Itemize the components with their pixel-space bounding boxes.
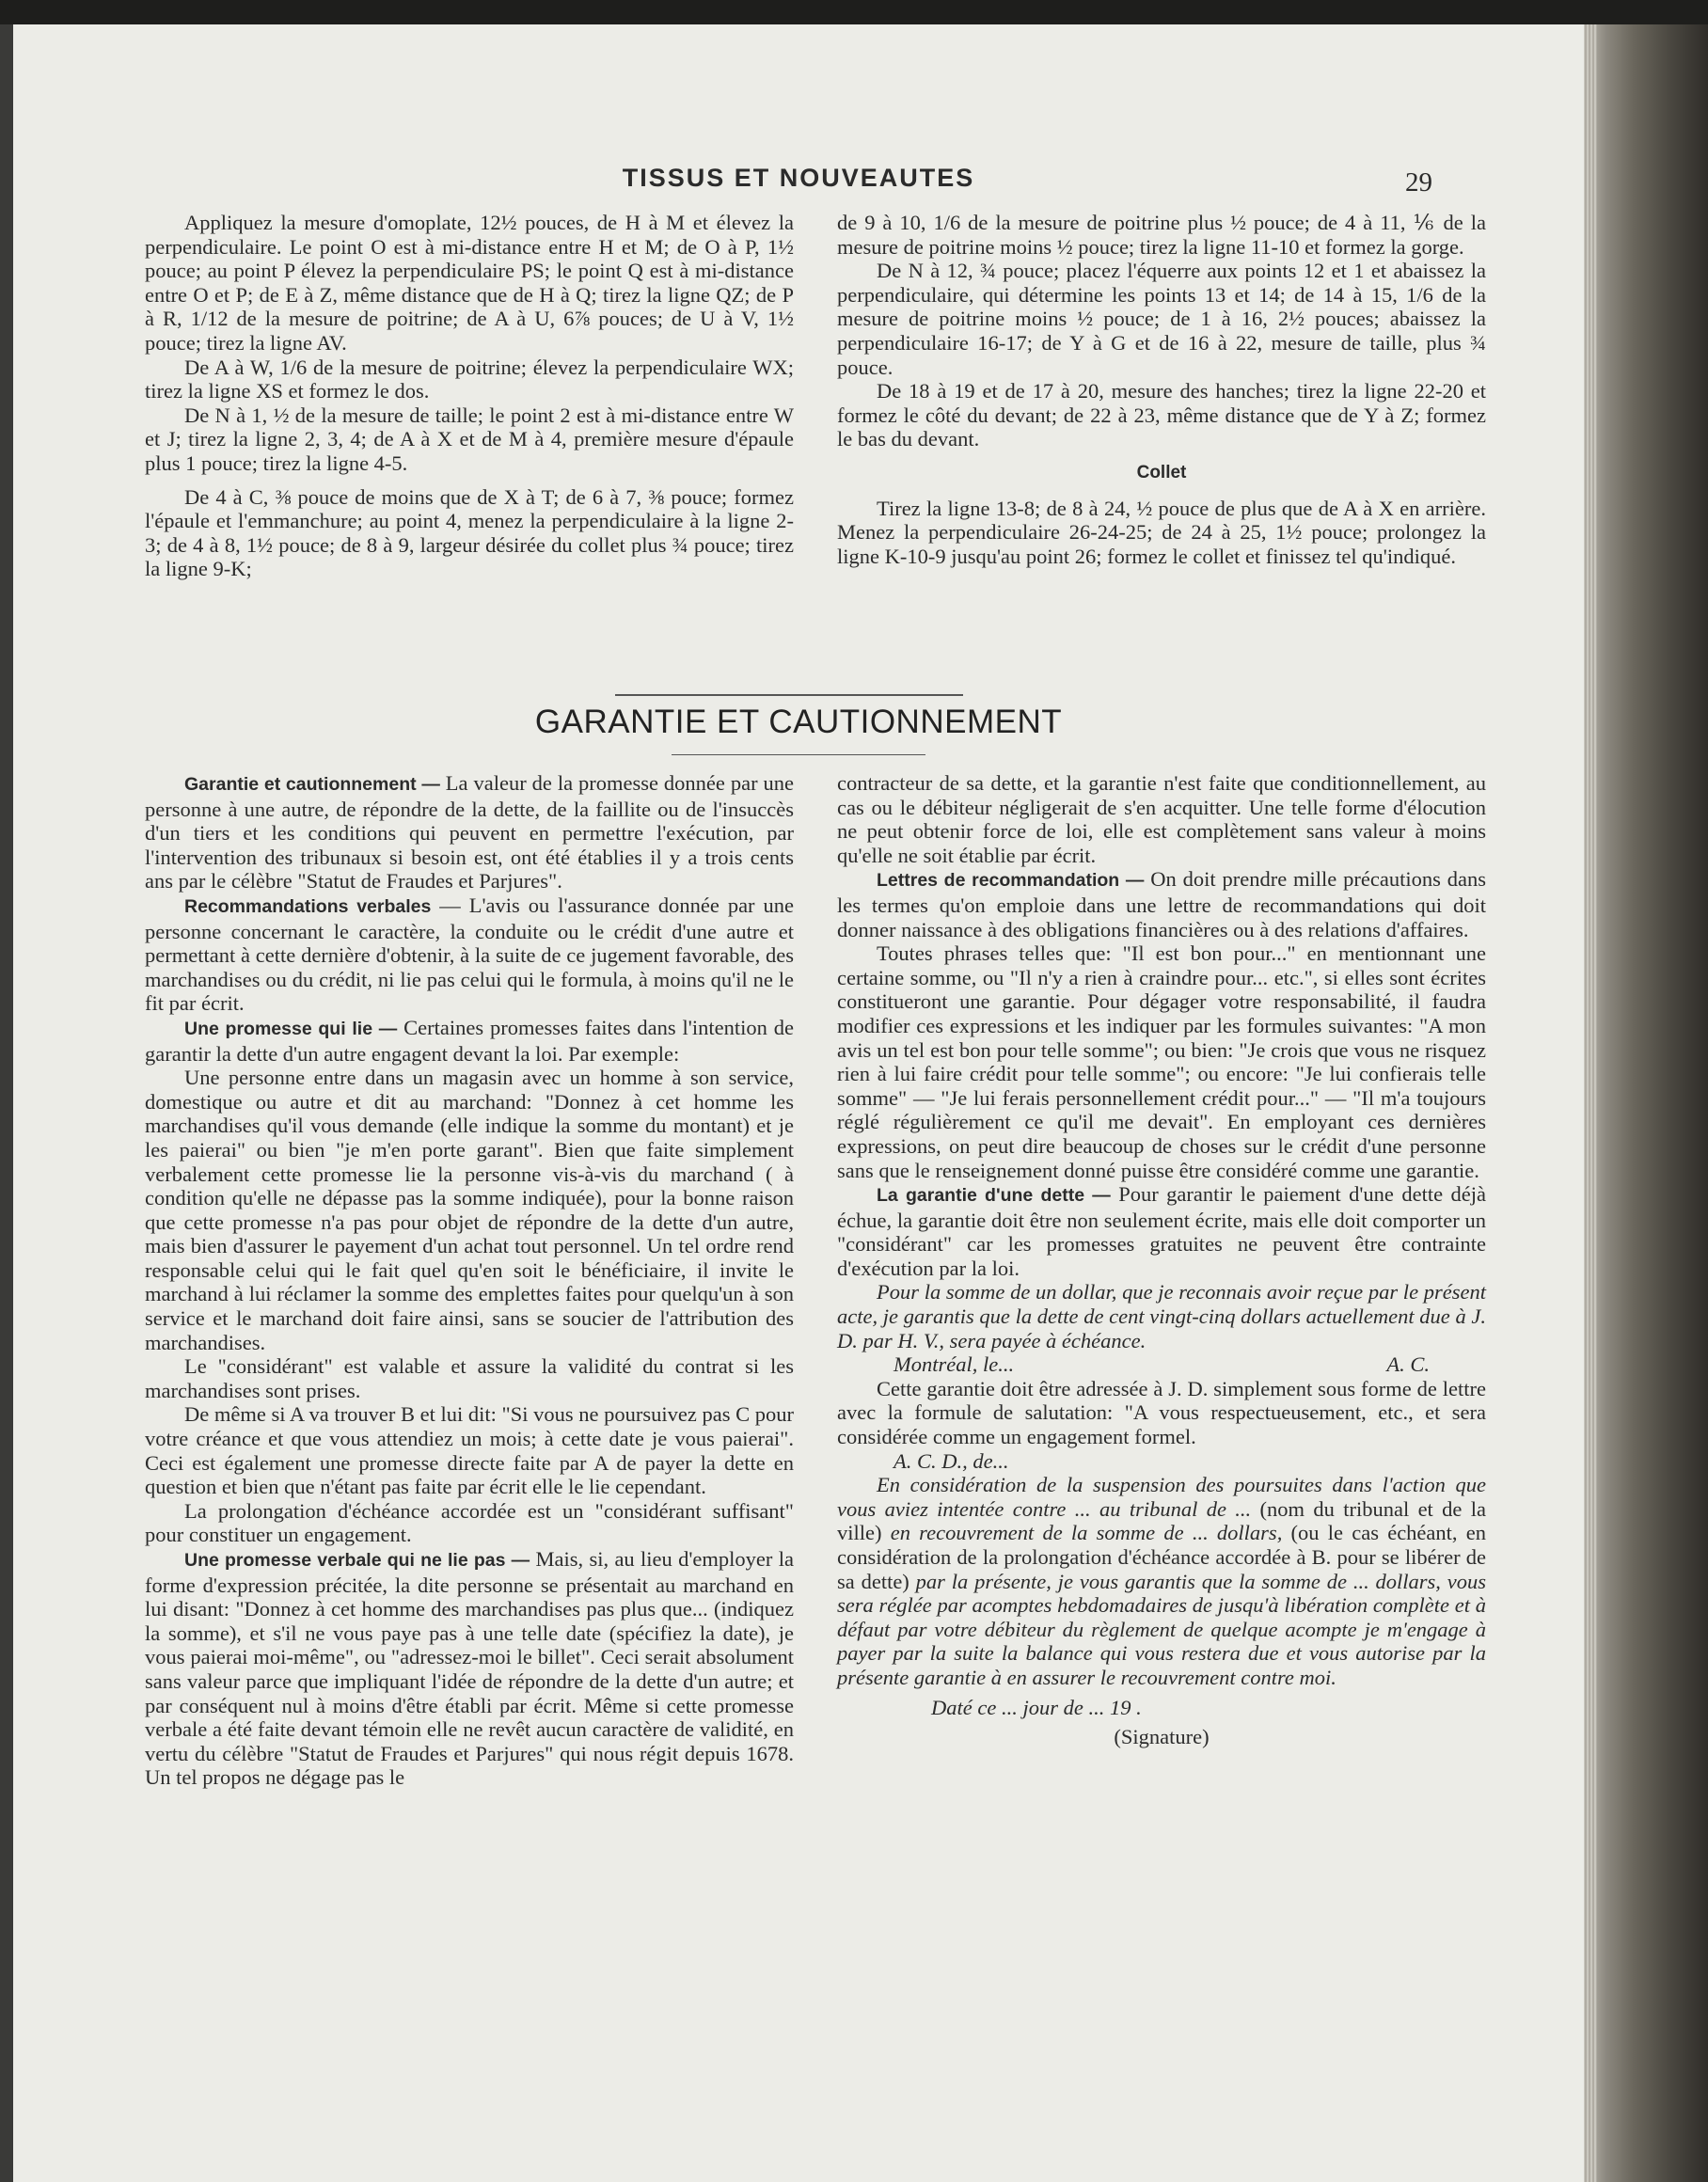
run-in-heading: Une promesse verbale qui ne lie pas —	[184, 1550, 530, 1571]
letter-text: En considération de la suspension des poursuites dans l'action que vous aviez intentée contre ... au tribunal de ...	[837, 1473, 1486, 1521]
paragraph: Cette garantie doit être adressée à J. D. simplement sous forme de lettre avec la formule de salutation: "A vous respectueusement, etc., et sera considérée comme un engagement formel.	[837, 1376, 1486, 1449]
section-title: GARANTIE ET CAUTIONNEMENT	[534, 704, 1063, 740]
top-right-column	[837, 211, 1486, 568]
paragraph: Une personne entre dans un magasin avec un homme à son service, domestique ou autre et dit au marchand: "Donnez à cet homme les marchandises qu'il vous demande (elle indique la somme du montant) et je les paierai" ou bien "je m'en porte garant". Bien que faite simplement verbalement cette promesse lie la personne vis-à-vis du marchand ( à condition qu'elle ne dépasse pas la somme indiquée), pour la bonne raison que cette promesse n'a pas pour objet de répondre de la dette d'un autre, mais bien d'assurer le payement d'un achat tout personnel. Un tel ordre rend responsable celui qui le fait quel qu'en soit le bénéficiaire, il invite le marchand à lui réclamer la somme des emplettes faites pour quelqu'un à son service et le marchand doit faire ainsi, sans se soucier de l'attribution des marchandises.	[145, 1066, 794, 1354]
guarantee-formula: Pour la somme de un dollar, que je reconnais avoir reçue par le présent acte, je garantis que la dette de cent vingt-cinq dollars actuellement due à J. D. par H. V., sera payée à échéance.	[837, 1280, 1486, 1352]
paragraph: de 9 à 10, 1/6 de la mesure de poitrine plus ½ pouce; de 4 à 11, ⅙ de la mesure de poitrine moins ½ pouce; tirez la ligne 11-10 et formez la gorge.	[837, 211, 1486, 259]
rule-below-title	[672, 754, 925, 755]
paragraph	[145, 1016, 794, 1066]
paragraph: Tirez la ligne 13-8; de 8 à 24, ½ pouce de plus que de A à X en arrière. Menez la perpendiculaire 26-24-25; de 24 à 25, 1½ pouce; prolongez la ligne K-10-9 jusqu'au point 26; formez le collet et finissez tel qu'indiqué.	[837, 496, 1486, 568]
paragraph: De 4 à C, ⅜ pouce de moins que de X à T; de 6 à 7, ⅜ pouce; formez l'épaule et l'emmanchure; au point 4, menez la perpendiculaire à la ligne 2-3; de 4 à 8, 1½ pouce; de 8 à 9, largeur désirée du collet plus ¾ pouce; tirez la ligne 9-K;	[145, 484, 794, 581]
paragraph	[837, 867, 1486, 941]
paragraph: De 18 à 19 et de 17 à 20, mesure des hanches; tirez la ligne 22-20 et formez le côté du devant; de 22 à 23, même distance que de Y à Z; formez le bas du devant.	[837, 379, 1486, 451]
paragraph	[837, 1182, 1486, 1280]
formula-place-line	[837, 1352, 1486, 1377]
collet-heading: Collet	[1136, 462, 1187, 482]
run-in-heading: Garantie et cautionnement —	[184, 774, 440, 795]
paragraph-text: Pour garantir le paiement d'une dette déjà échue, la garantie doit être non seulement écrite, mais elle doit comporter un "considérant" car les promesses gratuites ne peuvent être contrainte d'exécution par la loi.	[837, 1182, 1486, 1280]
run-in-heading: Lettres de recommandation —	[877, 870, 1145, 892]
scan-top-border	[0, 0, 1708, 24]
paragraph: De N à 12, ¾ pouce; placez l'équerre aux points 12 et 1 et abaissez la perpendiculaire, qui détermine les points 13 et 14; de 14 à 15, 1/6 de la mesure de poitrine moins ½ pouce; de 1 à 16, 2½ pouces; abaissez la perpendiculaire 16-17; de Y à G et de 16 à 22, mesure de taille, plus ¾ pouce.	[837, 259, 1486, 379]
paragraph-text: — L'avis ou l'assurance donnée par une personne concernant le caractère, la conduite ou le crédit d'une autre et permettant à cette dernière d'obtenir, à la suite de ce jugement favorable, des marchandises ou du crédit, ni lie pas celui qui le formula, à moins qu'il ne le fit par écrit.	[145, 893, 794, 1016]
paragraph: Appliquez la mesure d'omoplate, 12½ pouces, de H à M et élevez la perpendiculaire. Le point O est à mi-distance entre H et M; de O à P, 1½ pouce; au point P élevez la perpendiculaire PS; le point Q est à mi-distance entre O et P; de E à Z, même distance que de H à Q; tirez la ligne QZ; de P à R, 1/12 de la mesure de poitrine; de A à U, 6⅞ pouces; de U à V, 1½ pouce; tirez la ligne AV.	[145, 211, 794, 355]
top-left-column	[145, 211, 794, 581]
paragraph	[145, 893, 794, 1016]
paragraph-text: Certaines promesses faites dans l'intention de garantir la dette d'un autre engagent devant la loi. Par exemple:	[145, 1015, 794, 1066]
paragraph-text: La valeur de la promesse donnée par une personne à une autre, de répondre de la dette, de la faillite ou de l'insuccès d'un tiers et les conditions qui peuvent en permettre l'exécution, par l'intervention des tribunaux si besoin est, ont été établies il y a trois cents ans par le célèbre "Statut de Fraudes et Parjures".	[145, 771, 795, 893]
letter-text: (nom du tribunal et de la ville)	[837, 1496, 1486, 1545]
letter-text: (ou le cas échéant, en considération de la prolongation d'échéance accordée à B. pour se libérer de sa dette)	[837, 1521, 1486, 1593]
run-in-heading: Une promesse qui lie —	[184, 1018, 398, 1039]
paragraph-text: Mais, si, au lieu d'employer la forme d'expression précitée, la dite personne se présentait au marchand en lui disant: "Donnez à cet homme des marchandises pas plus que... (indiquez la somme), et s'il ne vous paye pas à une telle date (spécifiez la date), je vous paierai moi-même", ou "adressez-moi le billet". Ceci serait absolument sans valeur parce que impliquant l'idée de répondre de la dette d'un autre; et par conséquent nul à moins d'être établi par écrit. Même si cette promesse verbale a été faite devant témoin elle ne revêt aucun caractère de validité, en vertu du célèbre "Statut de Fraudes et Parjures" qui nous régit depuis 1678. Un tel propos ne dégage pas le	[145, 1547, 795, 1790]
letter-text: en recouvrement de la somme de ... dollars,	[890, 1521, 1283, 1545]
formula-place: Montréal, le...	[894, 1352, 1015, 1377]
letter-address: A. C. D., de...	[894, 1448, 1009, 1473]
page-edges	[1584, 24, 1597, 2182]
paragraph: De même si A va trouver B et lui dit: "Si vous ne poursuivez pas C pour votre créance et que vous attendiez un mois; à cette date je vous paierai". Ceci est également une promesse directe faite par A de payer la dette en question et bien que n'étant pas faite par écrit elle le lie cependant.	[145, 1402, 794, 1499]
paragraph: De N à 1, ½ de la mesure de taille; le point 2 est à mi-distance entre W et J; tirez la ligne 2, 3, 4; de A à X et de M à 4, première mesure d'épaule plus 1 pouce; tirez la ligne 4-5.	[145, 403, 794, 475]
paragraph	[145, 771, 794, 893]
paragraph: La prolongation d'échéance accordée est un "considérant suffisant" pour constituer un engagement.	[145, 1498, 794, 1547]
paragraph-text: On doit prendre mille précautions dans les termes qu'on emploie dans une lettre de recommandations qui doit donner naissance à des obligations financières ou à des relations d'affaires.	[837, 867, 1486, 941]
formula-signature: A. C.	[1386, 1352, 1430, 1377]
guarantee-letter-body	[837, 1473, 1486, 1689]
run-in-heading: Recommandations verbales	[184, 895, 432, 917]
paragraph	[145, 1547, 794, 1790]
page-header	[13, 164, 1584, 201]
paragraph: De A à W, 1/6 de la mesure de poitrine; élevez la perpendiculaire WX; tirez la ligne XS et formez le dos.	[145, 355, 794, 403]
bottom-left-column	[145, 771, 794, 1790]
book-binding	[1584, 24, 1708, 2182]
paragraph: Toutes phrases telles que: "Il est bon pour..." en mentionnant une certaine somme, ou "Il n'y a rien à craindre pour... etc.", si elles sont écrites constitueront une garantie. Pour dégager votre responsabilité, il faudra modifier ces expressions et les indiquer par les formules suivantes: "A mon avis un tel est bon pour telle somme"; ou bien: "Je crois que vous ne risquez rien à lui faire crédit pour telle somme"; ou encore: "Je lui confierais telle somme" — "Je lui ferais personnellement crédit pour..." — "Il m'a toujours réglé régulièrement ce qu'il me devait". En employant ces dernières expressions, on peut dire beaucoup de choses sur le crédit d'une personne sans que le renseignement donné puisse être considéré comme une garantie.	[837, 941, 1486, 1182]
rule-above-title	[615, 694, 963, 696]
paragraph: Le "considérant" est valable et assure la validité du contrat si les marchandises sont prises.	[145, 1354, 794, 1402]
bottom-right-column	[837, 771, 1486, 1749]
running-title: TISSUS ET NOUVEAUTES	[622, 164, 975, 192]
run-in-heading: La garantie d'une dette —	[877, 1185, 1111, 1207]
letter-text: par la présente, je vous garantis que la somme de ... dollars, vous sera réglée par acomptes hebdomadaires de jusqu'à libération complète et à défaut par votre débiteur du règlement de quelque acompte je m'engage à payer par la suite la balance qui vous restera due et vous autorise par la présente garantie à en assurer le recouvrement contre moi.	[837, 1569, 1486, 1689]
paragraph: contracteur de sa dette, et la garantie n'est faite que conditionnellement, au cas ou le débiteur négligerait de s'en acquitter. Une telle forme d'élocution ne peut obtenir force de loi, elle est complètement sans valeur à moins qu'elle ne soit établie par écrit.	[837, 771, 1486, 867]
page-number: 29	[1405, 167, 1432, 198]
date-line: Daté ce ... jour de ... 19 .	[931, 1695, 1142, 1719]
signature-line: (Signature)	[1114, 1725, 1210, 1749]
book-page	[13, 24, 1584, 2182]
